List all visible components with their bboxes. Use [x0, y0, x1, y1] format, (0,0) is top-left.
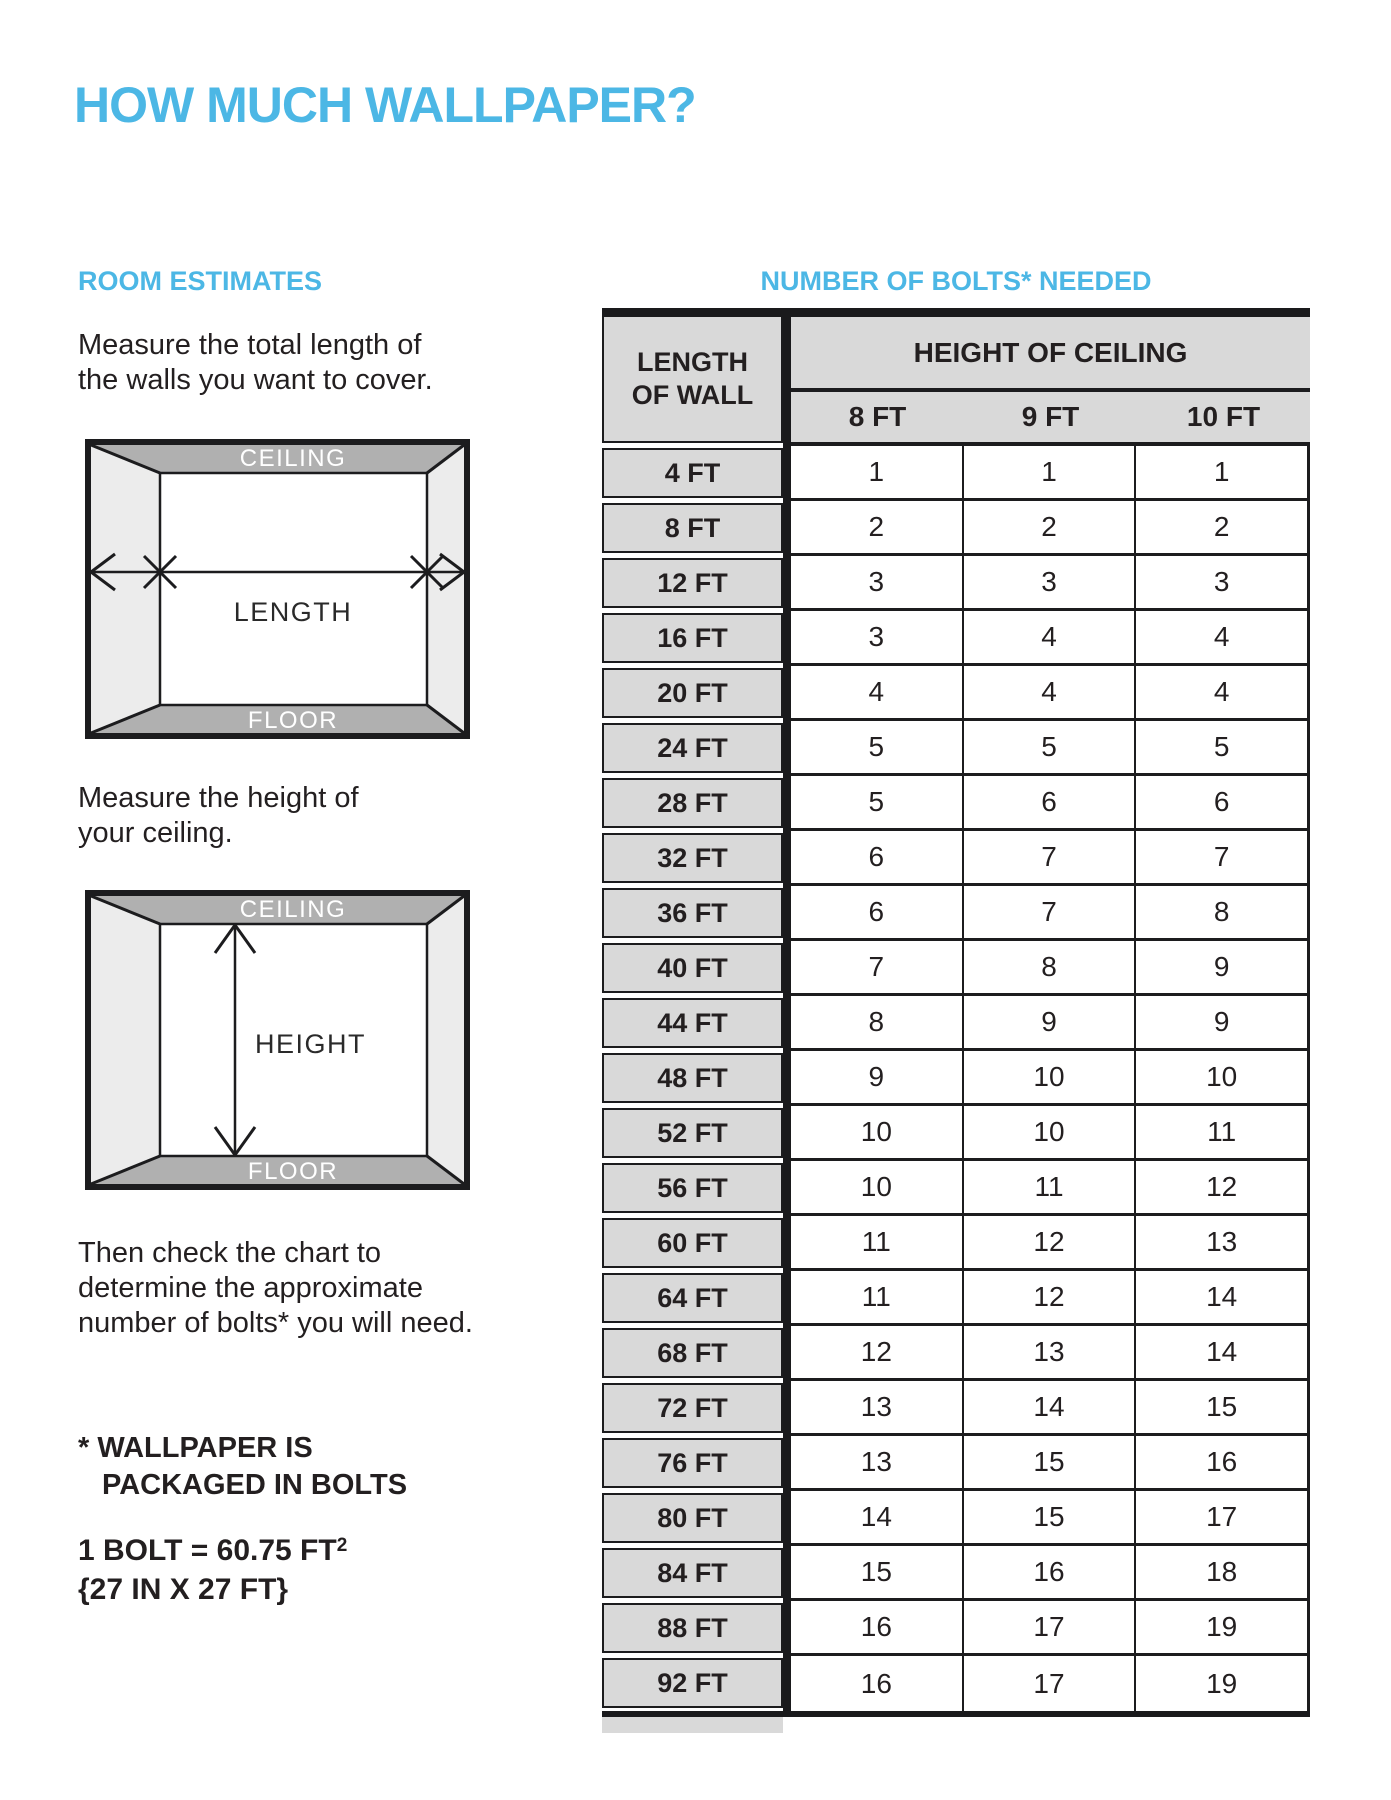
- value-10ft: 15: [1136, 1381, 1310, 1436]
- value-10ft: 10: [1136, 1051, 1310, 1106]
- right-wall-panel: [427, 896, 464, 1184]
- step2-line2: your ceiling.: [78, 817, 233, 849]
- height-diagram-svg: [85, 890, 470, 1190]
- row-label-wrap: [602, 501, 791, 556]
- value-10ft: 4: [1136, 666, 1310, 721]
- row-label: 56 FT: [602, 1163, 783, 1213]
- row-label: 12 FT: [602, 558, 783, 608]
- row-label-wrap: [602, 611, 791, 666]
- value-9ft: 6: [964, 776, 1137, 831]
- value-10ft: 3: [1136, 556, 1310, 611]
- table-row: [602, 831, 1310, 886]
- value-10ft: 19: [1136, 1656, 1310, 1711]
- value-10ft: 12: [1136, 1161, 1310, 1216]
- row-label-wrap: [602, 666, 791, 721]
- value-9ft: 7: [964, 886, 1137, 941]
- length-diagram: [85, 439, 470, 744]
- table-row: [602, 996, 1310, 1051]
- value-8ft: 5: [791, 721, 964, 776]
- row-label-wrap: [602, 721, 791, 776]
- page-title: HOW MUCH WALLPAPER?: [74, 77, 696, 133]
- group-header-cell: HEIGHT OF CEILING: [791, 317, 1310, 392]
- row-label: 64 FT: [602, 1273, 783, 1323]
- bolt-info: [78, 1526, 347, 1609]
- room-estimates-heading: ROOM ESTIMATES: [78, 266, 323, 296]
- table-row: [602, 886, 1310, 941]
- value-8ft: 12: [791, 1326, 964, 1381]
- value-8ft: 1: [791, 446, 964, 501]
- value-8ft: 2: [791, 501, 964, 556]
- value-9ft: 17: [964, 1656, 1137, 1711]
- value-10ft: 14: [1136, 1271, 1310, 1326]
- row-header-line1: LENGTH: [637, 347, 748, 377]
- step3-text: [78, 1236, 473, 1341]
- column-headers: [791, 317, 1310, 446]
- table-top-border: [602, 308, 1310, 317]
- value-9ft: 3: [964, 556, 1137, 611]
- row-label: 16 FT: [602, 613, 783, 663]
- step3-line2: determine the approximate: [78, 1272, 423, 1304]
- value-9ft: 5: [964, 721, 1137, 776]
- value-8ft: 13: [791, 1436, 964, 1491]
- bolts-table-heading: NUMBER OF BOLTS* NEEDED: [760, 266, 1152, 296]
- value-8ft: 14: [791, 1491, 964, 1546]
- column-header-9ft: 9 FT: [964, 392, 1137, 446]
- step3-line1: Then check the chart to: [78, 1237, 382, 1269]
- step3-line3: number of bolts* you will need.: [78, 1307, 473, 1339]
- value-8ft: 4: [791, 666, 964, 721]
- value-9ft: 2: [964, 501, 1137, 556]
- table-row: [602, 611, 1310, 666]
- row-label: 52 FT: [602, 1108, 783, 1158]
- value-10ft: 17: [1136, 1491, 1310, 1546]
- row-label-wrap: [602, 1161, 791, 1216]
- table-row: [602, 941, 1310, 996]
- table-row: [602, 721, 1310, 776]
- value-8ft: 16: [791, 1656, 964, 1711]
- row-label: 44 FT: [602, 998, 783, 1048]
- table-row: [602, 1326, 1310, 1381]
- value-8ft: 6: [791, 886, 964, 941]
- height-label: HEIGHT: [255, 1029, 367, 1059]
- value-8ft: 9: [791, 1051, 964, 1106]
- table-row: [602, 1051, 1310, 1106]
- table-row: [602, 446, 1310, 501]
- value-8ft: 6: [791, 831, 964, 886]
- value-9ft: 8: [964, 941, 1137, 996]
- back-wall: [160, 473, 427, 705]
- value-8ft: 7: [791, 941, 964, 996]
- row-label-wrap: [602, 556, 791, 611]
- value-8ft: 10: [791, 1161, 964, 1216]
- value-9ft: 12: [964, 1216, 1137, 1271]
- value-10ft: 18: [1136, 1546, 1310, 1601]
- row-label: 24 FT: [602, 723, 783, 773]
- label-column-stub: [602, 1717, 783, 1733]
- value-8ft: 3: [791, 556, 964, 611]
- floor-label: FLOOR: [247, 707, 339, 734]
- table-row: [602, 556, 1310, 611]
- row-label: 36 FT: [602, 888, 783, 938]
- row-label: 80 FT: [602, 1493, 783, 1543]
- value-10ft: 9: [1136, 941, 1310, 996]
- value-8ft: 11: [791, 1216, 964, 1271]
- length-diagram-svg: [85, 439, 470, 739]
- row-label: 92 FT: [602, 1658, 783, 1708]
- table-row: [602, 666, 1310, 721]
- value-10ft: 4: [1136, 611, 1310, 666]
- ceiling-label: CEILING: [239, 445, 347, 472]
- row-label: 68 FT: [602, 1328, 783, 1378]
- column-header-8ft: 8 FT: [791, 392, 964, 446]
- step2-text: [78, 781, 359, 851]
- bolt-dimensions: {27 IN X 27 FT}: [78, 1573, 289, 1606]
- row-label-wrap: [602, 1051, 791, 1106]
- row-header-wrap: [602, 317, 791, 446]
- value-8ft: 5: [791, 776, 964, 831]
- value-9ft: 16: [964, 1546, 1137, 1601]
- row-label-wrap: [602, 831, 791, 886]
- value-9ft: 17: [964, 1601, 1137, 1656]
- length-label: LENGTH: [233, 597, 353, 627]
- value-8ft: 11: [791, 1271, 964, 1326]
- step2-line1: Measure the height of: [78, 782, 359, 814]
- row-label: 72 FT: [602, 1383, 783, 1433]
- value-9ft: 10: [964, 1051, 1137, 1106]
- table-row: [602, 1106, 1310, 1161]
- value-9ft: 15: [964, 1436, 1137, 1491]
- row-label-wrap: [602, 446, 791, 501]
- row-label-wrap: [602, 1491, 791, 1546]
- value-9ft: 12: [964, 1271, 1137, 1326]
- table-row: [602, 1491, 1310, 1546]
- row-label-wrap: [602, 1436, 791, 1491]
- table-row: [602, 501, 1310, 556]
- table-row: [602, 1161, 1310, 1216]
- step1-line2: the walls you want to cover.: [78, 364, 433, 396]
- value-10ft: 13: [1136, 1216, 1310, 1271]
- row-label-wrap: [602, 1656, 791, 1711]
- value-10ft: 5: [1136, 721, 1310, 776]
- row-label: 40 FT: [602, 943, 783, 993]
- step1-text: [78, 328, 433, 398]
- table-row: [602, 1381, 1310, 1436]
- row-label-wrap: [602, 1271, 791, 1326]
- row-label-wrap: [602, 1546, 791, 1601]
- bolt-equation-text: 1 BOLT = 60.75 FT: [78, 1534, 337, 1567]
- row-header-cell: [602, 317, 783, 443]
- table-row: [602, 1601, 1310, 1656]
- value-9ft: 11: [964, 1161, 1137, 1216]
- row-label: 28 FT: [602, 778, 783, 828]
- row-label: 76 FT: [602, 1438, 783, 1488]
- value-10ft: 14: [1136, 1326, 1310, 1381]
- row-label-wrap: [602, 941, 791, 996]
- row-label-wrap: [602, 1216, 791, 1271]
- value-9ft: 4: [964, 666, 1137, 721]
- row-label: 20 FT: [602, 668, 783, 718]
- bolt-equation: [78, 1526, 347, 1570]
- subheader-row: [791, 392, 1310, 446]
- table-header-row: [602, 317, 1310, 446]
- height-diagram: [85, 890, 470, 1195]
- row-label: 60 FT: [602, 1218, 783, 1268]
- value-8ft: 16: [791, 1601, 964, 1656]
- bolt-equation-superscript: 2: [336, 1535, 348, 1556]
- value-8ft: 3: [791, 611, 964, 666]
- value-8ft: 13: [791, 1381, 964, 1436]
- value-9ft: 7: [964, 831, 1137, 886]
- row-label-wrap: [602, 1601, 791, 1656]
- ceiling-label: CEILING: [239, 896, 347, 923]
- table-row: [602, 1436, 1310, 1491]
- value-10ft: 2: [1136, 501, 1310, 556]
- value-10ft: 1: [1136, 446, 1310, 501]
- column-header-10ft: 10 FT: [1137, 392, 1310, 446]
- right-wall-panel: [427, 445, 464, 733]
- footnote-line1: * WALLPAPER IS: [78, 1432, 313, 1464]
- row-label-wrap: [602, 996, 791, 1051]
- row-label: 4 FT: [602, 448, 783, 498]
- value-9ft: 14: [964, 1381, 1137, 1436]
- value-8ft: 10: [791, 1106, 964, 1161]
- value-10ft: 16: [1136, 1436, 1310, 1491]
- value-10ft: 7: [1136, 831, 1310, 886]
- step1-line1: Measure the total length of: [78, 329, 422, 361]
- row-label-wrap: [602, 1106, 791, 1161]
- row-label-wrap: [602, 886, 791, 941]
- row-label: 88 FT: [602, 1603, 783, 1653]
- wallpaper-footnote: [78, 1430, 407, 1504]
- row-label: 48 FT: [602, 1053, 783, 1103]
- value-10ft: 9: [1136, 996, 1310, 1051]
- value-8ft: 15: [791, 1546, 964, 1601]
- row-label: 8 FT: [602, 503, 783, 553]
- bolts-table: [602, 308, 1310, 1733]
- left-wall-panel: [91, 445, 160, 733]
- value-9ft: 1: [964, 446, 1137, 501]
- row-header-line2: OF WALL: [631, 380, 754, 410]
- row-label-wrap: [602, 1326, 791, 1381]
- row-label-wrap: [602, 1381, 791, 1436]
- value-9ft: 10: [964, 1106, 1137, 1161]
- table-row: [602, 1546, 1310, 1601]
- value-10ft: 6: [1136, 776, 1310, 831]
- row-label: 32 FT: [602, 833, 783, 883]
- table-row: [602, 1271, 1310, 1326]
- row-label-wrap: [602, 776, 791, 831]
- value-10ft: 19: [1136, 1601, 1310, 1656]
- floor-label: FLOOR: [247, 1158, 339, 1185]
- table-row: [602, 776, 1310, 831]
- value-9ft: 15: [964, 1491, 1137, 1546]
- table-body: [602, 446, 1310, 1711]
- left-wall-panel: [91, 896, 160, 1184]
- value-8ft: 8: [791, 996, 964, 1051]
- table-row: [602, 1656, 1310, 1711]
- value-9ft: 13: [964, 1326, 1137, 1381]
- row-label: 84 FT: [602, 1548, 783, 1598]
- value-10ft: 11: [1136, 1106, 1310, 1161]
- table-row: [602, 1216, 1310, 1271]
- value-9ft: 4: [964, 611, 1137, 666]
- value-9ft: 9: [964, 996, 1137, 1051]
- footnote-line2: PACKAGED IN BOLTS: [102, 1469, 408, 1501]
- value-10ft: 8: [1136, 886, 1310, 941]
